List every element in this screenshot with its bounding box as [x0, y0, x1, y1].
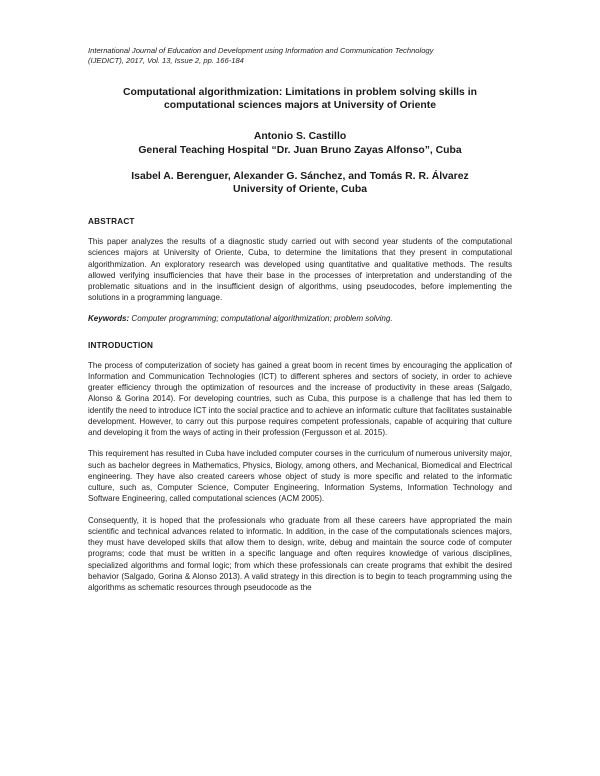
- paper-title: [88, 86, 512, 113]
- paper-page: [88, 46, 512, 593]
- intro-paragraph-2: This requirement has resulted in Cuba have included computer courses in the curriculum of numerous university major, such as bachelor degrees in Mathematics, Physics, Biology, among others, and Mechanical, Biomedical and Electrical engineering. They have also created careers whose object of study is more specific and related to the informatic culture, such as, Computer Science, Computer Engineering, Information Systems, Information Technology and Software Engineering, called computational sciences (ACM 2005).: [88, 449, 512, 504]
- author1-affiliation: General Teaching Hospital “Dr. Juan Bruno Zayas Alfonso”, Cuba: [138, 144, 462, 156]
- journal-citation-line1: International Journal of Education and Development using Information and Communication Technology: [88, 46, 434, 55]
- author1-name: Antonio S. Castillo: [253, 131, 347, 142]
- abstract-text: This paper analyzes the results of a diagnostic study carried out with second year students of the computational sciences majors at University of Oriente, Cuba, to determine the limitations that they present in computational algorithmization. An exploratory research was developed using quantitative and qualitative methods. The results allowed verifying insufficiencies that have their base in the processes of interpretation and understanding of the problematic situations and in the insufficient design of algorithms, using pseudocodes, before implementing the solutions in a programming language.: [88, 237, 512, 303]
- abstract-heading: ABSTRACT: [88, 217, 135, 227]
- paper-title-line2: computational sciences majors at University of Oriente: [164, 100, 436, 112]
- keywords-label: Keywords:: [88, 313, 130, 323]
- intro-paragraph-3: Consequently, it is hoped that the professionals who graduate from all these careers have appropriated the main scientific and technical advances related to informatic. In addition, in the case of the computationals sciences majors, they must have developed skills that allow them to design, write, debug and maintain the source code of computer programs; code that must be written in a specific language and often requires knowledge of various disciplines, specialized algorithms and formal logic; from which these professionals can create programs that exhibit the desired behavior (Salgado, Gorina & Alonso 2013). A valid strategy in this direction is to begin to teach programming using the algorithms as schematic resources through pseudocode as the: [88, 515, 512, 593]
- intro-paragraph-1: The process of computerization of society has gained a great boom in recent times by encouraging the application of Information and Communication Technologies (ICT) to different spheres and sectors of society, in order to achieve greater efficiency through the optimization of resources and the increase of productivity in these areas (Salgado, Alonso & Gorina 2014). For developing countries, such as Cuba, this purpose is a challenge that has led them to identify the need to introduce ICT into the social practice and to achieve an informatic culture that facilitates sustainable development. However, to carry out this purpose requires competent professionals, capable of acquiring that culture and developing it from the ways of acting in their profession (Fergusson et al. 2015).: [88, 360, 512, 438]
- paper-title-line1: Computational algorithmization: Limitations in problem solving skills in: [123, 86, 477, 98]
- keywords-text: Computer programming; computational algorithmization; problem solving.: [129, 313, 393, 323]
- keywords: [88, 313, 512, 324]
- introduction-heading: INTRODUCTION: [88, 340, 154, 350]
- author2-affiliation: University of Oriente, Cuba: [233, 184, 367, 196]
- journal-citation: [88, 46, 512, 67]
- author2-names: Isabel A. Berenguer, Alexander G. Sánchez, and Tomás R. R. Álvarez: [131, 170, 469, 182]
- journal-citation-line2: (IJEDICT), 2017, Vol. 13, Issue 2, pp. 166-184: [88, 56, 244, 66]
